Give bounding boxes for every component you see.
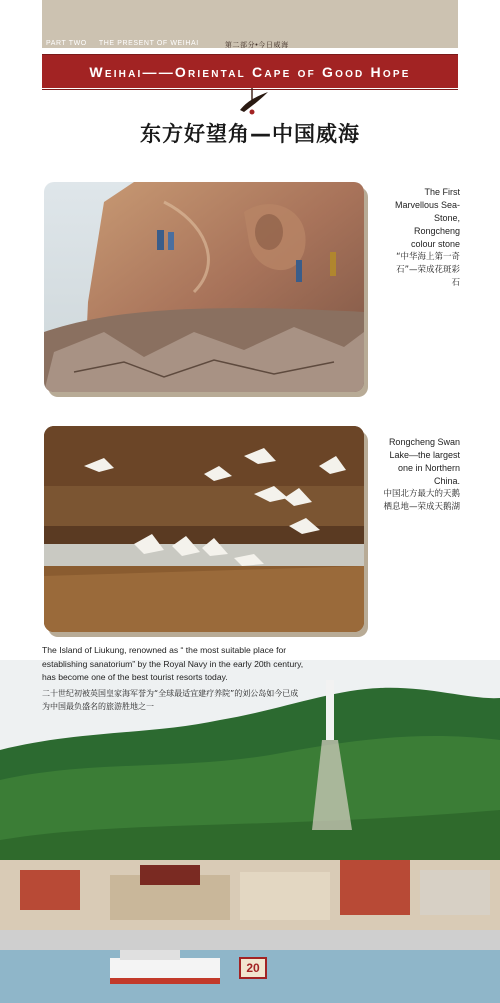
liukung-caption [42, 644, 304, 714]
liukung-caption-cn: 二十世纪初被英国皇家海军誉为“全球最适宜建疗养院”的刘公岛如今已成为中国最负盛名的旅游胜地之一 [42, 688, 299, 711]
part-heading [46, 40, 456, 50]
section-label: THE PRESENT OF WEIHAI [98, 40, 199, 47]
colour-stone-caption-en: The First Marvellous Sea-Stone, Rongcheng colour stone [394, 187, 460, 249]
colour-stone-caption [388, 186, 460, 290]
page-number: 20 [239, 957, 267, 979]
swan-lake-caption-en: Rongcheng Swan Lake—the largest one in Northern China. [388, 437, 460, 486]
part-cn-label: 第二部分•今日威海 [224, 42, 289, 49]
swan-lake-caption-cn: 中国北方最大的天鹅栖息地—荣成天鹅湖 [383, 489, 460, 512]
colour-stone-caption-cn: “中华海上第一奇石”—荣成花斑彩石 [396, 252, 460, 288]
swan-lake-photo [44, 426, 364, 632]
part-label: PART TWO [46, 40, 87, 47]
colour-stone-photo [44, 182, 364, 392]
chinese-title: 东方好望角—中国威海 [140, 122, 360, 146]
bird-logo-icon [234, 88, 270, 118]
title-banner [42, 54, 458, 88]
liukung-caption-en: The Island of Liukung, renowned as “ the most suitable place for establishing sanatorium” by the Royal Navy in the early 20th century, has become one of the best tourist resorts today. [42, 645, 304, 682]
banner-title: Weihai——Oriental Cape of Good Hope [89, 63, 411, 80]
swan-lake-caption [380, 436, 460, 514]
